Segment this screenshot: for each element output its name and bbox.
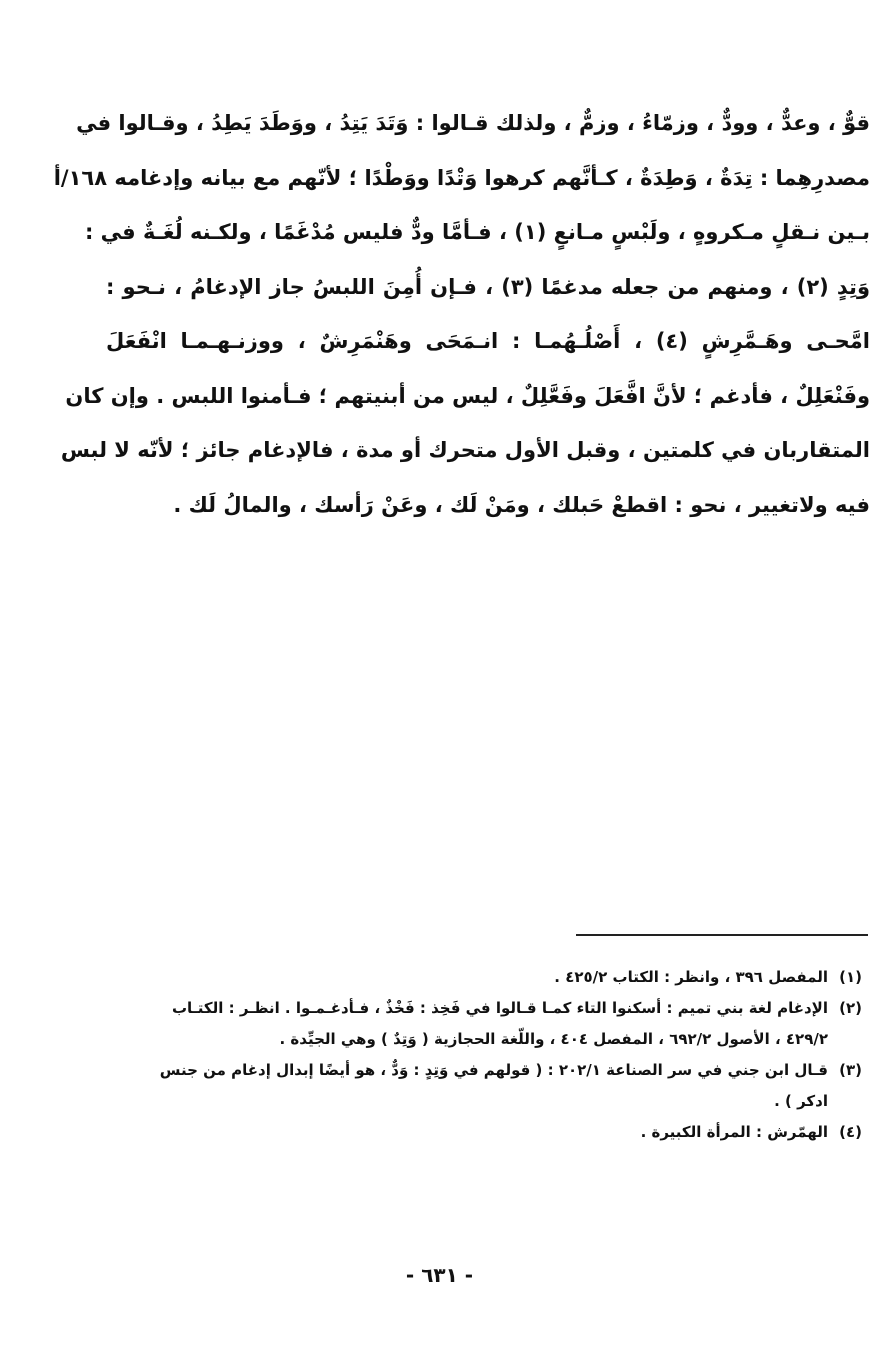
footnote-3 <box>120 1055 862 1117</box>
footnote-separator <box>576 934 868 936</box>
main-text-line: قوٌّ ، وعدٌّ ، وودٌّ ، وزمّاءُ ، وزمٌّ ، ولذلك قـالوا : وَتَدَ يَتِدُ ، ووَطَدَ يَطِدُ ، وقـالوا في <box>76 111 870 135</box>
footnote-4 <box>120 1117 862 1148</box>
main-text-line: فيه ولاتغيير ، نحو : اقطعْ حَبلك ، ومَنْ لَك ، وعَنْ رَأسك ، والمالُ لَك . <box>173 492 870 517</box>
main-text-line: وفَنْعَلِلٌ ، فأدغم ؛ لأنَّ افَّعَلَ وفَعَّلِلٌ ، ليس من أبنيتهم ؛ فـأمنوا اللبس . وإن كان <box>65 383 870 408</box>
footnote-1 <box>120 962 862 993</box>
footnotes-block <box>120 962 862 1148</box>
footnote-number: (٣) <box>839 1061 862 1079</box>
footnote-text: الإدغام لغة بني تميم : أسكنوا التاء كمـا قـالوا في فَخِذ : فَخْذٌ ، فـأدغـمـوا . انظـر : الكتـاب <box>171 999 828 1017</box>
footnote-text: الهمّرش : المرأة الكبيرة . <box>640 1123 828 1141</box>
footnote-text: المفصل ٣٩٦ ، وانظر : الكتاب ٤٢٥/٢ . <box>554 968 828 986</box>
footnote-number: (٢) <box>839 999 862 1017</box>
main-text-line: وَتِدٍ (٢) ، ومنهم من جعله مدغمًا (٣) ، فـإن أُمِنَ اللبسُ جاز الإدغامُ ، نـحو : <box>106 274 870 299</box>
main-text-line: امَّحـى وهَـمَّرِشٍ (٤) ، أَصْلُـهُمـا : انـمَحَى وهَنْمَرِشٌ ، ووزنـهـمـا انْفَعَلَ <box>106 329 871 353</box>
footnote-text: قـال ابن جني في سر الصناعة ٢٠٢/١ : ( قولهم في وَتِدٍ : وَدٌّ ، هو أيضًا إبدال إدغام من جنس <box>159 1061 828 1079</box>
footnote-2 <box>120 993 862 1055</box>
main-text-line: بـين نـقلٍ مـكروهٍ ، ولَبْسٍ مـانعٍ (١) ، فـأمَّا ودٌّ فليس مُدْغَمًا ، ولكـنه لُغَـةٌ في : <box>84 220 870 244</box>
footnote-text: ادكر ) . <box>774 1092 828 1110</box>
main-text-line: مصدرِهِما : تِدَةٌ ، وَطِدَةٌ ، كـأنَّهم كرهوا وَتْدًا ووَطْدًا ؛ لأنّهم مع بيانه وإدغامه ١٦٨/أ <box>53 165 870 190</box>
page-number: - ٦٣١ - <box>405 1263 474 1287</box>
main-text-line: المتقاربان في كلمتين ، وقبل الأول متحرك أو مدة ، فالإدغام جائز ؛ لأنّه لا لبس <box>60 438 870 462</box>
footnote-text: ٤٢٩/٢ ، الأصول ٦٩٢/٢ ، المفصل ٤٠٤ ، واللّغة الحجازية ( وَتِدٌ ) وهي الجيِّدة . <box>279 1030 828 1048</box>
main-text-block <box>53 96 871 532</box>
footnote-number: (٤) <box>839 1123 862 1141</box>
footnote-number: (١) <box>839 968 862 986</box>
